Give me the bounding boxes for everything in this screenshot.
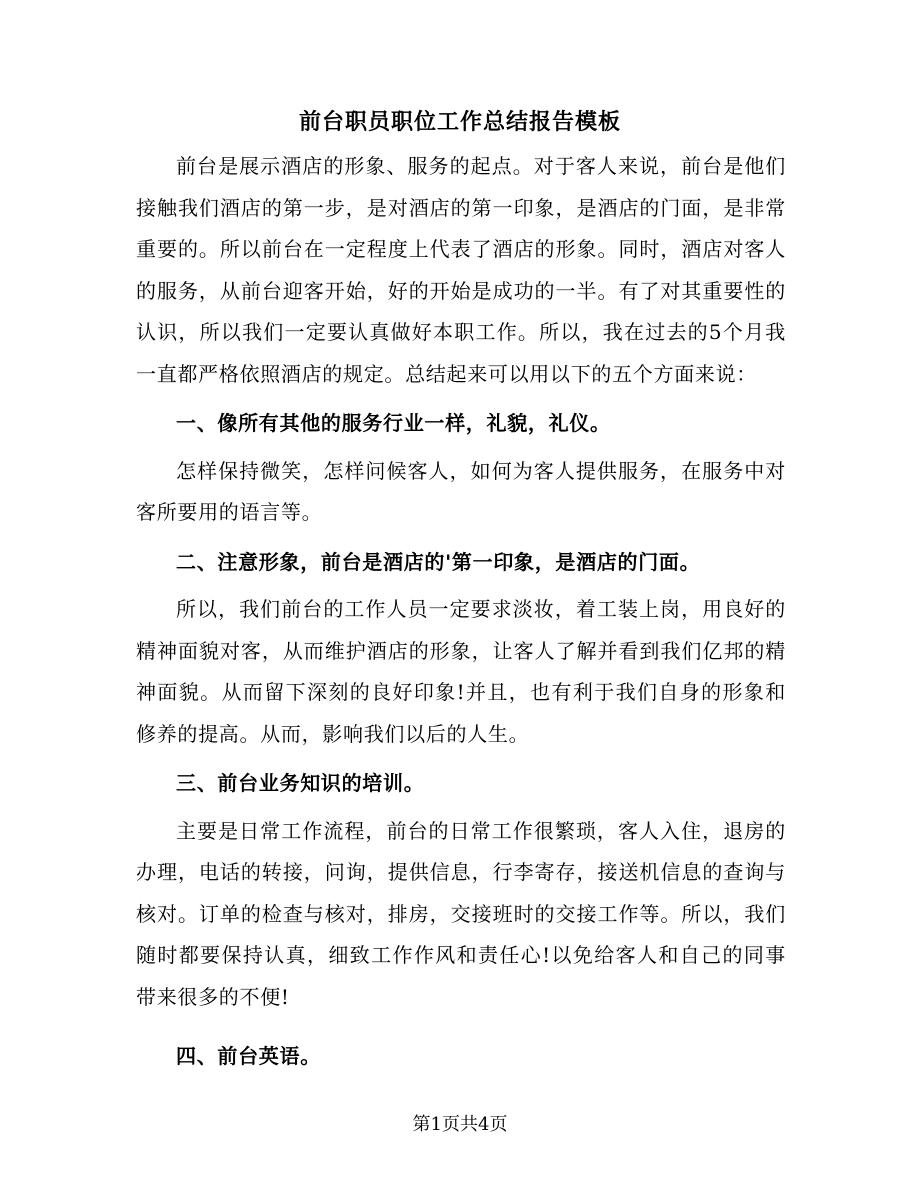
section-heading-1: 一、像所有其他的服务行业一样，礼貌，礼仪。: [176, 411, 611, 435]
section-paragraph-1: 怎样保持微笑，怎样问候客人，如何为客人提供服务，在服务中对客所要用的语言等。: [136, 458, 786, 524]
document-title: 前台职员职位工作总结报告模板: [298, 109, 621, 135]
section-heading-2: 二、注意形象，前台是酒店的'第一印象，是酒店的门面。: [176, 549, 701, 574]
intro-paragraph: 前台是展示酒店的形象、服务的起点。对于客人来说，前台是他们接触我们酒店的第一步，是对酒店的第一印象，是酒店的门面，是非常重要的。所以前台在一定程度上代表了酒店的形象。同时，酒店对客人的服务，从前台迎客开始，好的开始是成功的一半。有了对其重要性的认识，所以我们一定要认真做好本职工作。所以，我在过去的5个月我一直都严格依照酒店的规定。总结起来可以用以下的五个方面来说：: [136, 154, 786, 386]
page-number-footer: 第1页共4页: [412, 1114, 508, 1135]
section-paragraph-2: 所以，我们前台的工作人员一定要求淡妆，着工装上岗，用良好的精神面貌对客，从而维护酒店的形象，让客人了解并看到我们亿邦的精神面貌。从而留下深刻的良好印象!并且，也有利于我们自身的形象和修养的提高。从而，影响我们以后的人生。: [136, 597, 786, 746]
section-paragraph-3: 主要是日常工作流程，前台的日常工作很繁琐，客人入住，退房的办理，电话的转接，问询，提供信息，行李寄存，接送机信息的查询与核对。订单的检查与核对，排房，交接班时的交接工作等。所以，我们随时都要保持认真，细致工作作风和责任心!以免给客人和自己的同事带来很多的不便!: [136, 818, 786, 1009]
document-body: [136, 146, 786, 1078]
section-heading-3: 三、前台业务知识的培训。: [176, 771, 425, 795]
section-heading-4: 四、前台英语。: [176, 1044, 321, 1068]
